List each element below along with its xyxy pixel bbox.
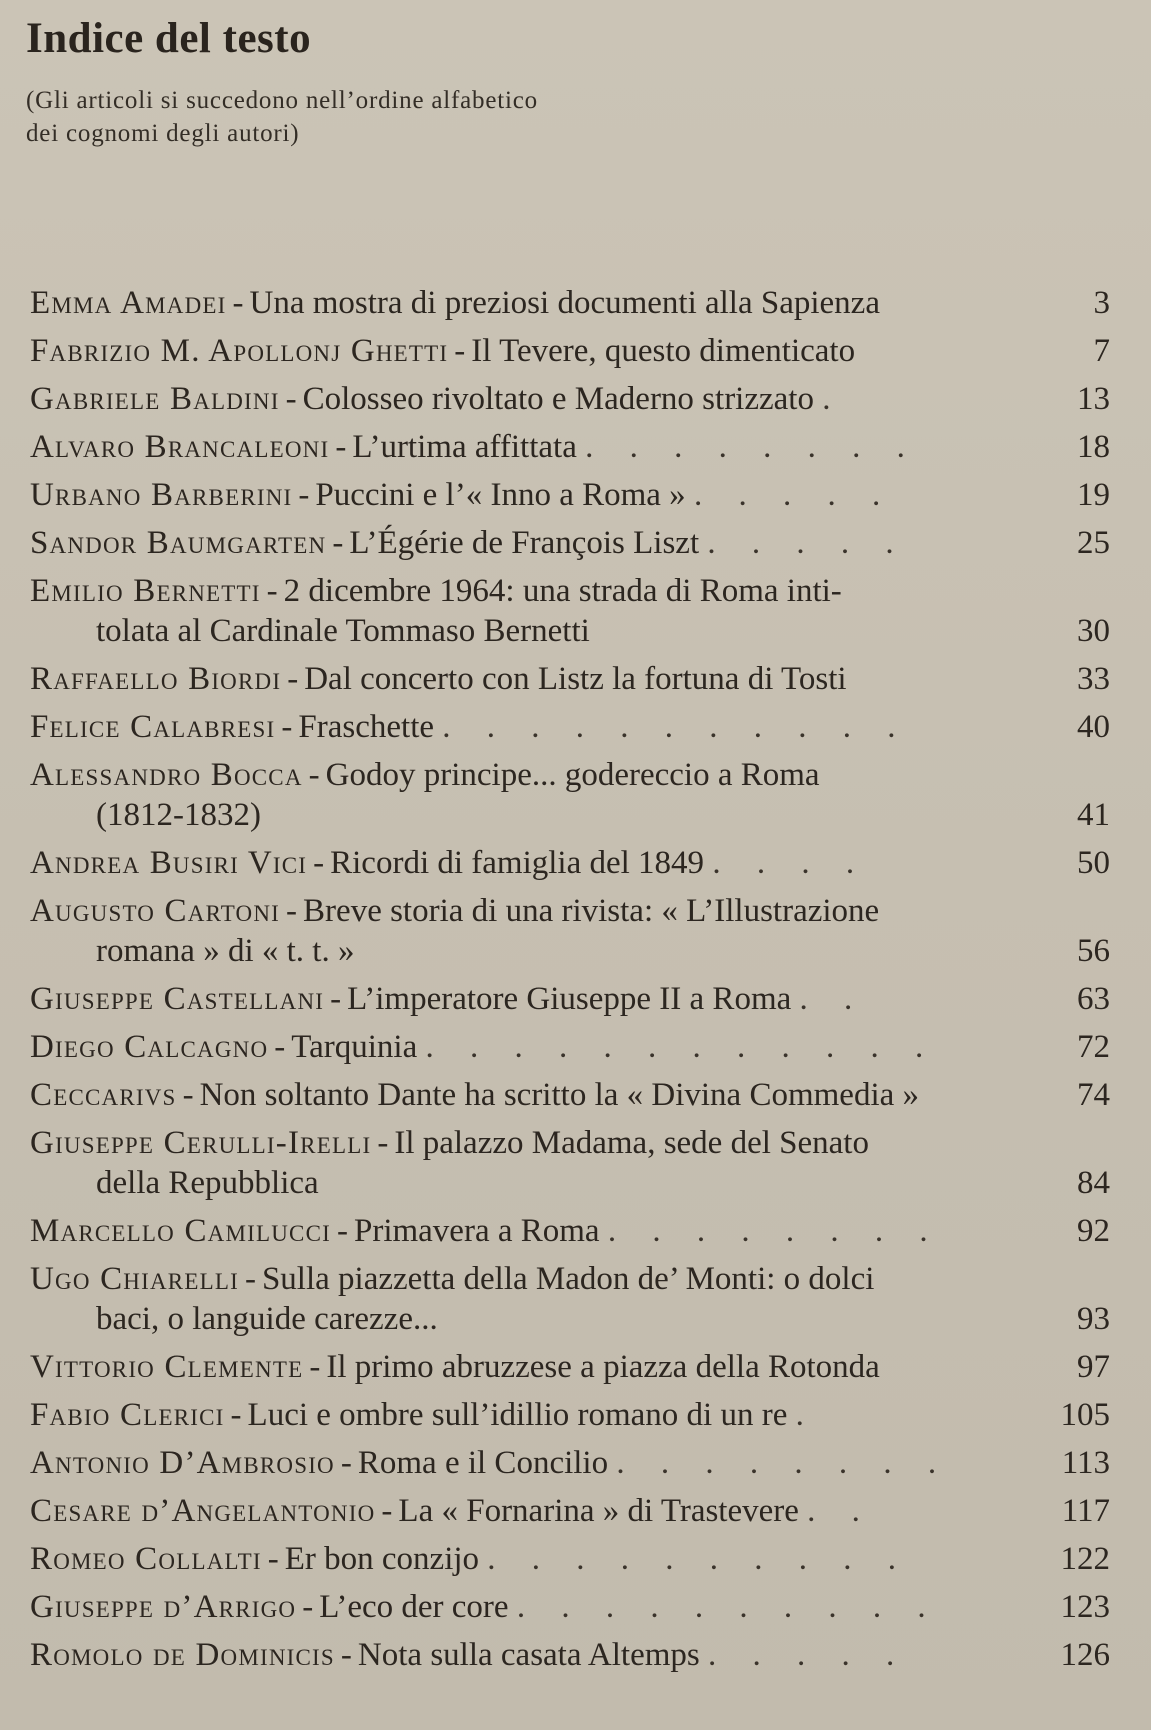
toc-entry-page-number: 40 xyxy=(1077,709,1110,745)
toc-entry-title: Tarquinia xyxy=(291,1029,418,1065)
toc-entry-author: Alvaro Brancaleoni xyxy=(30,429,330,465)
toc-entry-1[interactable] xyxy=(30,283,1120,323)
toc-entry-page-number: 113 xyxy=(1061,1445,1110,1481)
toc-entry-16[interactable] xyxy=(30,1123,1120,1203)
toc-entry-author: Giuseppe Castellani xyxy=(30,981,325,1017)
toc-entry-separator: - xyxy=(330,981,342,1017)
toc-entry-page-number: 30 xyxy=(1077,613,1110,649)
toc-entry-author: Fabio Clerici xyxy=(30,1397,225,1433)
toc-entry-leader-dots: . . . . . . . . . . xyxy=(487,1541,911,1577)
toc-entry-text xyxy=(30,1443,1022,1483)
toc-entry-title: Puccini e l’« Inno a Roma » xyxy=(315,477,686,513)
toc-entry-leader-dots: . . . . . . . . . . . xyxy=(442,709,910,745)
toc-entry-18[interactable] xyxy=(30,1259,1120,1339)
toc-entry-page-number: 74 xyxy=(1077,1077,1110,1113)
toc-entry-12[interactable] xyxy=(30,891,1120,971)
toc-entry-separator: - xyxy=(309,1349,321,1385)
toc-entry-title: Er bon conzijo xyxy=(284,1541,480,1577)
toc-entry-text xyxy=(30,379,1022,419)
toc-entry-title: 2 dicembre 1964: una strada di Roma inti- xyxy=(283,573,842,609)
toc-entry-author: Ugo Chiarelli xyxy=(30,1261,239,1297)
toc-entry-page-number: 25 xyxy=(1077,525,1110,561)
toc-entry-text xyxy=(30,571,1022,651)
toc-entry-separator: - xyxy=(274,1029,286,1065)
toc-entry-text xyxy=(30,659,1022,699)
toc-entry-10[interactable] xyxy=(30,755,1120,835)
toc-entry-author: Romolo de Dominicis xyxy=(30,1637,335,1673)
toc-entry-title: Non soltanto Dante ha scritto la « Divina Commedia » xyxy=(199,1077,920,1113)
toc-entry-author: Emilio Bernetti xyxy=(30,573,261,609)
toc-entry-3[interactable] xyxy=(30,379,1120,419)
toc-entry-title: Luci e ombre sull’idillio romano di un re xyxy=(247,1397,788,1433)
toc-entry-author: Romeo Collalti xyxy=(30,1541,262,1577)
toc-entry-author: Alessandro Bocca xyxy=(30,757,303,793)
toc-entry-text xyxy=(30,1539,1022,1579)
toc-entry-page-number: 117 xyxy=(1061,1493,1110,1529)
toc-entry-title-continued: romana » di « t. t. » xyxy=(96,933,355,969)
toc-entry-separator: - xyxy=(298,477,310,513)
toc-entry-19[interactable] xyxy=(30,1347,1120,1387)
toc-entry-title: Fraschette xyxy=(298,709,435,745)
toc-entry-text xyxy=(30,1587,1022,1627)
toc-entry-page-number: 84 xyxy=(1077,1165,1110,1201)
toc-entry-leader-dots: . . xyxy=(799,981,867,1017)
toc-entry-separator: - xyxy=(230,1397,242,1433)
toc-entry-separator: - xyxy=(377,1125,389,1161)
toc-entry-15[interactable] xyxy=(30,1075,1120,1115)
toc-entry-text xyxy=(30,1075,1022,1115)
toc-entry-leader-dots: . . . . . . . . xyxy=(616,1445,951,1481)
toc-entry-author: Fabrizio M. Apollonj Ghetti xyxy=(30,333,449,369)
toc-entry-author: Ceccarivs xyxy=(30,1077,177,1113)
toc-entry-page-number: 3 xyxy=(1093,285,1110,321)
toc-entry-text xyxy=(30,891,1022,971)
toc-entry-text xyxy=(30,1491,1022,1531)
toc-entry-leader-dots: . . . . . xyxy=(708,1637,909,1673)
toc-entry-title-continued: della Repubblica xyxy=(96,1165,319,1201)
toc-entry-author: Antonio D’Ambrosio xyxy=(30,1445,335,1481)
toc-entry-title: Colosseo rivoltato e Maderno strizzato xyxy=(302,381,814,417)
toc-entry-separator: - xyxy=(244,1261,256,1297)
toc-entry-text xyxy=(30,1259,1022,1339)
toc-entry-leader-dots: . . . . . xyxy=(693,477,895,513)
toc-entry-2[interactable] xyxy=(30,331,1120,371)
toc-entry-14[interactable] xyxy=(30,1027,1120,1067)
toc-entry-text xyxy=(30,1123,1022,1203)
toc-entry-separator: - xyxy=(313,845,325,881)
toc-entry-author: Giuseppe d’Arrigo xyxy=(30,1589,297,1625)
toc-entry-title: Sulla piazzetta della Madon de’ Monti: o dolci xyxy=(261,1261,875,1297)
toc-entry-leader-dots: . . . . . . . . . . xyxy=(516,1589,940,1625)
toc-entry-leader-dots: . . xyxy=(807,1493,874,1529)
toc-entry-author: Vittorio Clemente xyxy=(30,1349,304,1385)
toc-entry-text xyxy=(30,1027,1022,1067)
toc-entry-title: Il primo abruzzese a piazza della Rotonda xyxy=(326,1349,880,1385)
toc-entry-title: Il Tevere, questo dimenticato xyxy=(471,333,856,369)
toc-entry-title-continued: baci, o languide carezze... xyxy=(96,1301,438,1337)
toc-entry-text xyxy=(30,427,1022,467)
toc-entry-24[interactable] xyxy=(30,1587,1120,1627)
toc-entry-author: Felice Calabresi xyxy=(30,709,276,745)
toc-entry-title: L’eco der core xyxy=(319,1589,509,1625)
page-title: Indice del testo xyxy=(26,15,312,62)
toc-entry-6[interactable] xyxy=(30,523,1120,563)
toc-entry-title: L’urtima affittata xyxy=(352,429,577,465)
toc-entry-separator: - xyxy=(287,661,299,697)
toc-entry-separator: - xyxy=(182,1077,194,1113)
toc-entry-text xyxy=(30,755,1022,835)
toc-entry-title: Ricordi di famiglia del 1849 xyxy=(330,845,705,881)
toc-entry-text xyxy=(30,475,1022,515)
toc-entry-separator: - xyxy=(332,525,344,561)
toc-entry-23[interactable] xyxy=(30,1539,1120,1579)
toc-entry-text xyxy=(30,523,1022,563)
toc-entry-separator: - xyxy=(286,893,298,929)
toc-entry-separator: - xyxy=(302,1589,314,1625)
toc-entry-author: Gabriele Baldini xyxy=(30,381,280,417)
toc-entry-separator: - xyxy=(281,709,293,745)
toc-entry-11[interactable] xyxy=(30,843,1120,883)
toc-entry-author: Raffaello Biordi xyxy=(30,661,282,697)
toc-entry-page-number: 72 xyxy=(1077,1029,1110,1065)
ordering-note xyxy=(26,84,538,150)
toc-entry-page-number: 19 xyxy=(1077,477,1110,513)
toc-entry-leader-dots: . . . . . . . . xyxy=(607,1213,942,1249)
toc-entry-author: Andrea Busiri Vici xyxy=(30,845,308,881)
toc-entry-text xyxy=(30,1395,1022,1435)
toc-entry-author: Cesare d’Angelantonio xyxy=(30,1493,376,1529)
toc-entry-leader-dots: . xyxy=(822,381,845,417)
toc-entry-separator: - xyxy=(285,381,297,417)
toc-entry-text xyxy=(30,331,1022,371)
ordering-note-line2: dei cognomi degli autori) xyxy=(26,120,300,147)
toc-entry-page-number: 97 xyxy=(1077,1349,1110,1385)
table-of-contents xyxy=(30,283,1120,1683)
toc-entry-separator: - xyxy=(232,285,244,321)
toc-entry-text xyxy=(30,1347,1022,1387)
toc-entry-leader-dots: . . . . xyxy=(712,845,869,881)
toc-entry-text xyxy=(30,1635,1022,1675)
toc-entry-separator: - xyxy=(335,429,347,465)
toc-entry-leader-dots: . xyxy=(795,1397,818,1433)
toc-entry-text xyxy=(30,707,1022,747)
toc-entry-title: La « Fornarina » di Trastevere xyxy=(398,1493,799,1529)
toc-entry-page-number: 122 xyxy=(1060,1541,1110,1577)
toc-entry-title: Primavera a Roma xyxy=(353,1213,600,1249)
toc-entry-author: Sandor Baumgarten xyxy=(30,525,327,561)
toc-entry-title: L’imperatore Giuseppe II a Roma xyxy=(347,981,792,1017)
toc-entry-title: Una mostra di preziosi documenti alla Sapienza xyxy=(249,285,880,321)
toc-entry-author: Marcello Camilucci xyxy=(30,1213,331,1249)
toc-entry-page-number: 13 xyxy=(1077,381,1110,417)
toc-entry-22[interactable] xyxy=(30,1491,1120,1531)
toc-entry-author: Giuseppe Cerulli-Irelli xyxy=(30,1125,372,1161)
toc-entry-title: Dal concerto con Listz la fortuna di Tosti xyxy=(304,661,847,697)
toc-entry-leader-dots: . . . . . xyxy=(707,525,908,561)
toc-entry-title: L’Égérie de François Liszt xyxy=(349,525,700,561)
toc-entry-13[interactable] xyxy=(30,979,1120,1019)
toc-entry-title: Breve storia di una rivista: « L’Illustrazione xyxy=(303,893,880,929)
toc-entry-page-number: 105 xyxy=(1060,1397,1110,1433)
toc-entry-leader-dots: . . . . . . . . . . . . xyxy=(425,1029,938,1065)
toc-entry-author: Emma Amadei xyxy=(30,285,227,321)
toc-entry-separator: - xyxy=(266,573,278,609)
toc-entry-text xyxy=(30,843,1022,883)
toc-entry-text xyxy=(30,1211,1022,1251)
toc-entry-page-number: 93 xyxy=(1077,1301,1110,1337)
toc-entry-text xyxy=(30,979,1022,1019)
toc-entry-page-number: 92 xyxy=(1077,1213,1110,1249)
toc-entry-title: Roma e il Concilio xyxy=(357,1445,609,1481)
toc-entry-separator: - xyxy=(340,1445,352,1481)
toc-entry-author: Urbano Barberini xyxy=(30,477,293,513)
toc-entry-leader-dots: . . . . . . . . xyxy=(585,429,919,465)
toc-entry-title-continued: tolata al Cardinale Tommaso Bernetti xyxy=(96,613,590,649)
toc-entry-separator: - xyxy=(454,333,466,369)
toc-entry-page-number: 41 xyxy=(1077,797,1110,833)
toc-entry-page-number: 126 xyxy=(1060,1637,1110,1673)
toc-entry-page-number: 50 xyxy=(1077,845,1110,881)
toc-entry-17[interactable] xyxy=(30,1211,1120,1251)
toc-entry-page-number: 56 xyxy=(1077,933,1110,969)
toc-entry-page-number: 7 xyxy=(1093,333,1110,369)
toc-entry-title: Godoy principe... godereccio a Roma xyxy=(325,757,820,793)
toc-entry-4[interactable] xyxy=(30,427,1120,467)
toc-entry-separator: - xyxy=(267,1541,279,1577)
toc-entry-page-number: 123 xyxy=(1060,1589,1110,1625)
toc-entry-20[interactable] xyxy=(30,1395,1120,1435)
toc-entry-9[interactable] xyxy=(30,707,1120,747)
toc-entry-page-number: 63 xyxy=(1077,981,1110,1017)
toc-entry-title: Nota sulla casata Altemps xyxy=(357,1637,700,1673)
toc-entry-page-number: 18 xyxy=(1077,429,1110,465)
toc-entry-author: Diego Calcagno xyxy=(30,1029,269,1065)
toc-entry-5[interactable] xyxy=(30,475,1120,515)
toc-entry-page-number: 33 xyxy=(1077,661,1110,697)
toc-entry-separator: - xyxy=(381,1493,393,1529)
toc-entry-separator: - xyxy=(340,1637,352,1673)
toc-entry-8[interactable] xyxy=(30,659,1120,699)
toc-entry-title: Il palazzo Madama, sede del Senato xyxy=(394,1125,869,1161)
toc-entry-25[interactable] xyxy=(30,1635,1120,1675)
toc-entry-author: Augusto Cartoni xyxy=(30,893,281,929)
toc-entry-text xyxy=(30,283,1022,323)
ordering-note-line1: (Gli articoli si succedono nell’ordine alfabetico xyxy=(26,87,538,114)
toc-entry-title-continued: (1812-1832) xyxy=(96,797,261,833)
toc-entry-separator: - xyxy=(336,1213,348,1249)
toc-entry-separator: - xyxy=(308,757,320,793)
toc-entry-7[interactable] xyxy=(30,571,1120,651)
toc-entry-21[interactable] xyxy=(30,1443,1120,1483)
